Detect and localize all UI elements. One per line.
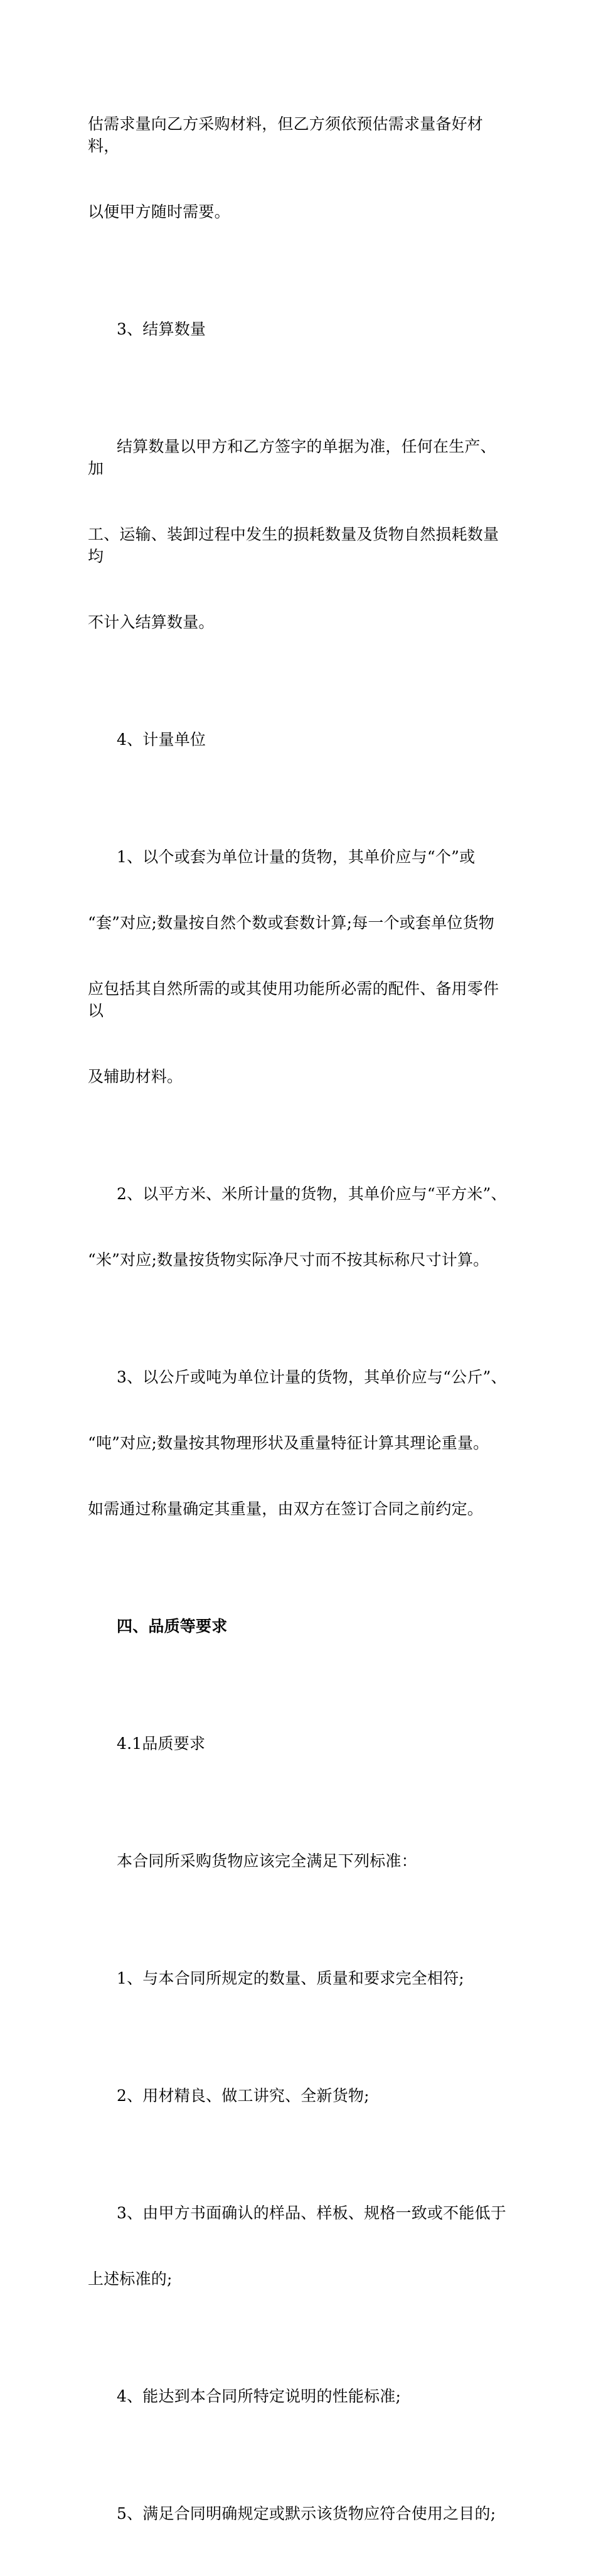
text-line: 估需求量向乙方采购材料，但乙方须依预估需求量备好材料， <box>88 115 484 155</box>
list-item-standard-5 <box>88 2459 509 2568</box>
text-line: 以便甲方随时需要。 <box>88 203 230 221</box>
text-line: 如需通过称量确定其重量，由双方在签订合同之前约定。 <box>88 1500 484 1518</box>
text-line: 应包括其自然所需的或其使用功能所必需的配件、备用零件以 <box>88 980 499 1020</box>
text-line: “吨”对应;数量按其物理形状及重量特征计算其理论重量。 <box>88 1434 489 1452</box>
text-line: 四、品质等要求 <box>117 1617 228 1635</box>
list-item-standard-1 <box>88 1923 509 2033</box>
document-page <box>88 69 509 2576</box>
paragraph-standards-intro <box>88 1806 509 1916</box>
text-line: 2、用材精良、做工讲究、全新货物; <box>117 2087 370 2105</box>
paragraph-unit-piece-set <box>88 802 509 1131</box>
text-line: 4.1品质要求 <box>117 1734 206 1753</box>
text-line: 及辅助材料。 <box>88 1067 183 1086</box>
list-item-standard-2 <box>88 2041 509 2151</box>
text-line: 结算数量以甲方和乙方签字的单据为准，任何在生产、加 <box>88 437 496 478</box>
text-line: “米”对应;数量按货物实际净尺寸而不按其标称尺寸计算。 <box>88 1251 489 1269</box>
paragraph-procurement-continuation <box>88 69 509 267</box>
list-item-standard-3 <box>88 2158 509 2334</box>
text-line: 1、与本合同所规定的数量、质量和要求完全相符; <box>117 1969 464 1987</box>
section-heading-quality <box>88 1571 509 1681</box>
subheading-measurement-unit <box>88 685 509 794</box>
text-line: 3、由甲方书面确认的样品、样板、规格一致或不能低于 <box>117 2204 506 2222</box>
text-line: 2、以平方米、米所计量的货物，其单价应与“平方米”、 <box>117 1185 507 1203</box>
paragraph-unit-square-meter <box>88 1139 509 1315</box>
text-line: 4、能达到本合同所特定说明的性能标准; <box>117 2387 402 2405</box>
text-line: 3、结算数量 <box>117 320 206 338</box>
text-line: 上述标准的; <box>88 2270 173 2288</box>
text-line: 4、计量单位 <box>117 730 206 749</box>
text-line: 1、以个或套为单位计量的货物，其单价应与“个”或 <box>117 848 476 866</box>
text-line: 工、运输、装卸过程中发生的损耗数量及货物自然损耗数量均 <box>88 525 499 565</box>
text-line: 本合同所采购货物应该完全满足下列标准： <box>117 1852 417 1870</box>
paragraph-settlement-quantity <box>88 392 509 677</box>
subheading-settlement-quantity <box>88 274 509 384</box>
text-line: “套”对应;数量按自然个数或套数计算;每一个或套单位货物 <box>88 914 495 932</box>
subheading-quality-requirements <box>88 1689 509 1798</box>
paragraph-unit-kilogram-ton <box>88 1322 509 1564</box>
text-line: 5、满足合同明确规定或默示该货物应符合使用之目的; <box>117 2504 496 2523</box>
list-item-standard-4 <box>88 2341 509 2451</box>
text-line: 3、以公斤或吨为单位计量的货物，其单价应与“公斤”、 <box>117 1368 507 1386</box>
text-line: 不计入结算数量。 <box>88 613 215 631</box>
